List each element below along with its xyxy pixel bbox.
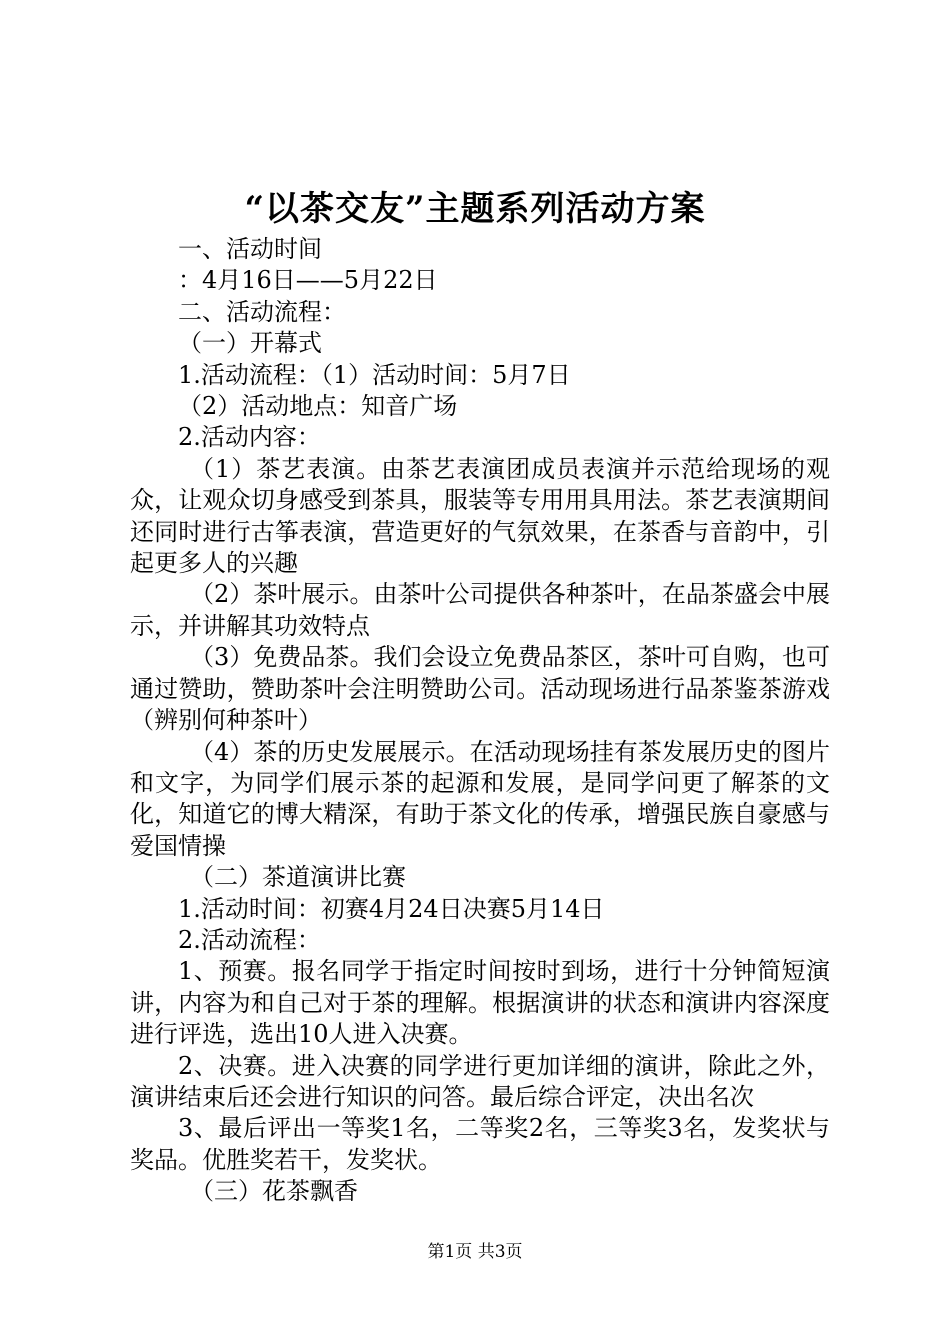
speech-contest-time: 1.活动时间：初赛4月24日决赛5月14日: [178, 894, 605, 923]
opening-process-line: 1.活动流程：（1）活动时间：5月7日: [178, 360, 571, 389]
content-item-tea-display: （2）茶叶展示。由茶叶公司提供各种茶叶，在品茶盛会中展示，并讲解其功效特点: [130, 580, 830, 640]
section-heading-activity-time: 一、活动时间: [178, 235, 322, 263]
contest-item-preliminary: 1、预赛。报名同学于指定时间按时到场，进行十分钟简短演讲，内容为和自己对于茶的理解。根据演讲的状态和演讲内容深度进行评选，选出10人进入决赛。: [130, 957, 830, 1049]
opening-location-line: （2）活动地点：知音广场: [178, 392, 458, 421]
contest-item-awards: 3、最后评出一等奖1名，二等奖2名，三等奖3名，发奖状与奖品。优胜奖若干，发奖状。: [130, 1114, 830, 1174]
contest-item-final: 2、决赛。进入决赛的同学进行更加详细的演讲，除此之外，演讲结束后还会进行知识的问答。最后综合评定，决出名次: [130, 1051, 830, 1111]
content-item-free-tasting: （3）免费品茶。我们会设立免费品茶区，茶叶可自购，也可通过赞助，赞助茶叶会注明赞助公司。活动现场进行品茶鉴茶游戏（辨别何种茶叶）: [130, 643, 830, 735]
content-item-history: （4）茶的历史发展展示。在活动现场挂有茶发展历史的图片和文字，为同学们展示茶的起源和发展，是同学问更了解茶的文化，知道它的博大精深，有助于茶文化的传承，增强民族自豪感与爱国情操: [130, 737, 830, 860]
speech-contest-process-heading: 2.活动流程：: [178, 925, 321, 954]
page-footer: 第1页 共3页: [427, 1242, 523, 1262]
subsection-heading-flower-tea: （三）花茶飘香: [190, 1177, 358, 1206]
content-item-tea-art: （1）茶艺表演。由茶艺表演团成员表演并示范给现场的观众，让观众切身感受到茶具，服装等专用用具用法。茶艺表演期间还同时进行古筝表演，营造更好的气氛效果，在茶香与音韵中，引起更多人的兴趣: [130, 454, 830, 578]
subsection-heading-opening: （一）开幕式: [178, 329, 322, 358]
section-heading-activity-process: 二、活动流程：: [178, 297, 346, 326]
document-body: [130, 234, 830, 1208]
opening-content-heading: 2.活动内容：: [178, 423, 321, 452]
activity-date-range: ：4月16日——5月22日: [178, 266, 438, 295]
document-title: “以茶交友”主题系列活动方案: [244, 189, 706, 229]
subsection-heading-speech-contest: （二）茶道演讲比赛: [190, 863, 406, 892]
